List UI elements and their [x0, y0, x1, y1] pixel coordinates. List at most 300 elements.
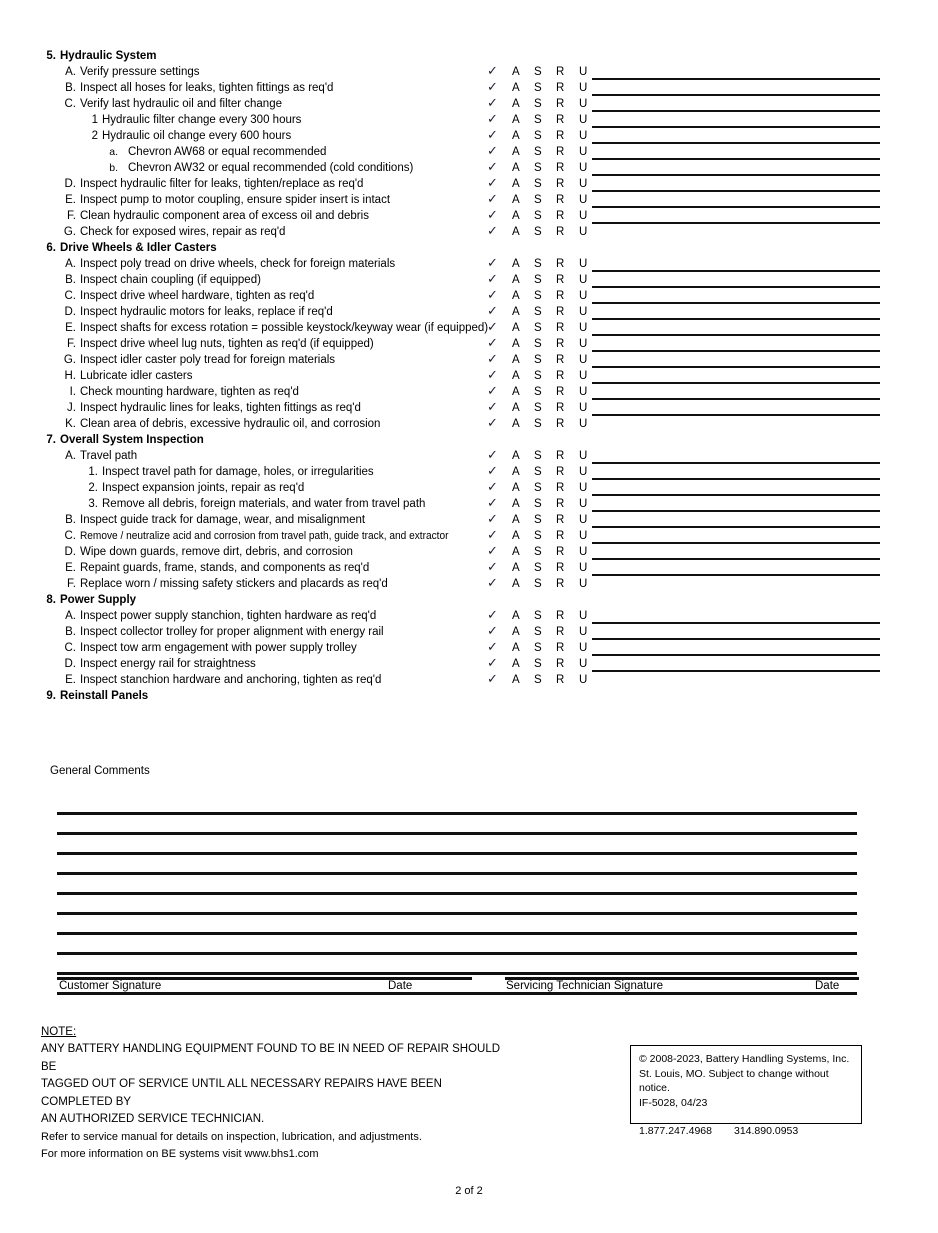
- item-marker: C.: [64, 642, 76, 654]
- grade-option-s[interactable]: S: [534, 162, 542, 174]
- grade-option-u[interactable]: U: [579, 194, 588, 206]
- checkmark-icon[interactable]: ✓: [487, 319, 498, 334]
- grade-option-a[interactable]: A: [512, 306, 520, 318]
- grade-option-r[interactable]: R: [556, 530, 565, 542]
- checkmark-icon[interactable]: ✓: [487, 175, 498, 190]
- grade-option-r[interactable]: R: [556, 370, 565, 382]
- checkmark-icon[interactable]: ✓: [487, 127, 498, 142]
- grade-option-s[interactable]: S: [534, 418, 542, 430]
- grade-option-a[interactable]: A: [512, 226, 520, 238]
- grade-option-u[interactable]: U: [579, 578, 588, 590]
- grade-option-s[interactable]: S: [534, 98, 542, 110]
- checklist-section: [0, 240, 938, 432]
- checklist-item: [0, 384, 938, 400]
- grading-row: [0, 63, 588, 80]
- grade-option-s[interactable]: S: [534, 402, 542, 414]
- grade-option-r[interactable]: R: [556, 642, 565, 654]
- phone-toll-free: 1.877.247.4968: [639, 1125, 712, 1137]
- customer-date-label: Date: [388, 980, 413, 992]
- checkmark-icon[interactable]: ✓: [487, 223, 498, 238]
- grade-option-r[interactable]: R: [556, 130, 565, 142]
- item-marker: D.: [64, 546, 76, 558]
- grade-option-a[interactable]: A: [512, 178, 520, 190]
- general-comments-label: General Comments: [50, 765, 150, 777]
- grade-option-r[interactable]: R: [556, 498, 565, 510]
- checkmark-icon[interactable]: ✓: [487, 335, 498, 350]
- grade-option-r[interactable]: R: [556, 226, 565, 238]
- item-text: Clean area of debris, excessive hydraulic oil, and corrosion: [80, 418, 381, 430]
- grade-option-s[interactable]: S: [534, 114, 542, 126]
- checkmark-icon[interactable]: ✓: [487, 559, 498, 574]
- grade-option-a[interactable]: A: [512, 114, 520, 126]
- grade-option-a[interactable]: A: [512, 418, 520, 430]
- grade-option-s[interactable]: S: [534, 226, 542, 238]
- grade-option-s[interactable]: S: [534, 530, 542, 542]
- checkmark-icon[interactable]: ✓: [487, 415, 498, 430]
- grade-option-u[interactable]: U: [579, 562, 588, 574]
- grade-option-r[interactable]: R: [556, 306, 565, 318]
- grade-option-a[interactable]: A: [512, 322, 520, 334]
- grade-option-a[interactable]: A: [512, 338, 520, 350]
- checkmark-icon[interactable]: ✓: [487, 111, 498, 126]
- grade-option-a[interactable]: A: [512, 482, 520, 494]
- grade-option-s[interactable]: S: [534, 498, 542, 510]
- checkmark-icon[interactable]: ✓: [487, 527, 498, 542]
- checkmark-icon[interactable]: ✓: [487, 479, 498, 494]
- grade-option-s[interactable]: S: [534, 626, 542, 638]
- checklist-item: [0, 128, 938, 144]
- grade-option-s[interactable]: S: [534, 210, 542, 222]
- grade-option-r[interactable]: R: [556, 82, 565, 94]
- section-heading: [0, 688, 938, 704]
- item-marker: A.: [65, 66, 76, 78]
- grade-option-s[interactable]: S: [534, 370, 542, 382]
- item-marker: 2: [91, 130, 98, 142]
- item-marker: D.: [64, 306, 76, 318]
- copyright-line-2: St. Louis, MO. Subject to change without notice.: [639, 1067, 829, 1094]
- grading-row: [0, 543, 588, 560]
- grade-option-r[interactable]: R: [556, 290, 565, 302]
- comment-line[interactable]: [57, 895, 857, 915]
- comment-line[interactable]: [57, 875, 857, 895]
- checkmark-icon[interactable]: ✓: [487, 79, 498, 94]
- checkmark-icon[interactable]: ✓: [487, 447, 498, 462]
- customer-signature-label: Customer Signature: [59, 980, 162, 992]
- copyright-line-1: © 2008-2023, Battery Handling Systems, Inc.: [639, 1053, 850, 1065]
- grade-option-r[interactable]: R: [556, 146, 565, 158]
- grading-row: [0, 447, 588, 464]
- checkmark-icon[interactable]: ✓: [487, 191, 498, 206]
- grading-row: [0, 527, 588, 544]
- grade-option-a[interactable]: A: [512, 674, 520, 686]
- grade-option-s[interactable]: S: [534, 338, 542, 350]
- checkmark-icon[interactable]: ✓: [487, 655, 498, 670]
- grade-option-u[interactable]: U: [579, 210, 588, 222]
- item-text: Inspect power supply stanchion, tighten hardware as req'd: [80, 610, 377, 622]
- grade-option-s[interactable]: S: [534, 514, 542, 526]
- checkmark-icon[interactable]: ✓: [487, 575, 498, 590]
- item-text: Inspect energy rail for straightness: [80, 658, 256, 670]
- comment-line[interactable]: [57, 795, 857, 815]
- checkmark-icon[interactable]: ✓: [487, 623, 498, 638]
- grade-option-r[interactable]: R: [556, 466, 565, 478]
- grade-option-u[interactable]: U: [579, 162, 588, 174]
- grading-row: [0, 495, 588, 512]
- grade-option-r[interactable]: R: [556, 578, 565, 590]
- grade-option-u[interactable]: U: [579, 258, 588, 270]
- checklist-item: [0, 608, 938, 624]
- grading-row: [0, 367, 588, 384]
- checklist-item: [0, 544, 938, 560]
- item-marker: E.: [65, 322, 76, 334]
- grade-option-a[interactable]: A: [512, 194, 520, 206]
- checklist-item: [0, 160, 938, 176]
- checkmark-icon[interactable]: ✓: [487, 367, 498, 382]
- item-text: Inspect collector trolley for proper alignment with energy rail: [80, 626, 384, 638]
- section-title: Reinstall Panels: [60, 690, 149, 702]
- grade-option-s[interactable]: S: [534, 194, 542, 206]
- checklist-item: [0, 208, 938, 224]
- grade-option-a[interactable]: A: [512, 658, 520, 670]
- checklist-item: [0, 496, 938, 512]
- item-marker: a.: [109, 146, 118, 158]
- checkmark-icon[interactable]: ✓: [487, 495, 498, 510]
- item-text: Repaint guards, frame, stands, and components as req'd: [80, 562, 370, 574]
- grade-option-u[interactable]: U: [579, 450, 588, 462]
- grade-option-r[interactable]: R: [556, 354, 565, 366]
- item-text: Inspect hydraulic lines for leaks, tighten fittings as req'd: [80, 402, 361, 414]
- grade-option-s[interactable]: S: [534, 482, 542, 494]
- grade-option-s[interactable]: S: [534, 322, 542, 334]
- checkmark-icon[interactable]: ✓: [487, 63, 498, 78]
- grade-option-u[interactable]: U: [579, 658, 588, 670]
- grade-option-s[interactable]: S: [534, 178, 542, 190]
- grade-option-a[interactable]: A: [512, 610, 520, 622]
- grade-option-r[interactable]: R: [556, 514, 565, 526]
- grading-row: [0, 671, 588, 688]
- grade-option-a[interactable]: A: [512, 642, 520, 654]
- grade-option-u[interactable]: U: [579, 226, 588, 238]
- item-text: Inspect all hoses for leaks, tighten fittings as req'd: [80, 82, 334, 94]
- grade-option-s[interactable]: S: [534, 290, 542, 302]
- grade-option-r[interactable]: R: [556, 258, 565, 270]
- grade-option-u[interactable]: U: [579, 498, 588, 510]
- item-text: Replace worn / missing safety stickers and placards as req'd: [80, 578, 388, 590]
- grade-option-u[interactable]: U: [579, 626, 588, 638]
- checklist-item: [0, 224, 938, 240]
- grade-option-u[interactable]: U: [579, 514, 588, 526]
- checkmark-icon[interactable]: ✓: [487, 399, 498, 414]
- grade-option-r[interactable]: R: [556, 610, 565, 622]
- grade-option-u[interactable]: U: [579, 98, 588, 110]
- grade-option-u[interactable]: U: [579, 178, 588, 190]
- checklist-item: [0, 656, 938, 672]
- grade-option-a[interactable]: A: [512, 450, 520, 462]
- grade-option-a[interactable]: A: [512, 162, 520, 174]
- comment-line[interactable]: [57, 815, 857, 835]
- grade-option-a[interactable]: A: [512, 498, 520, 510]
- grade-option-a[interactable]: A: [512, 514, 520, 526]
- checkmark-icon[interactable]: ✓: [487, 255, 498, 270]
- grade-option-s[interactable]: S: [534, 546, 542, 558]
- grade-option-a[interactable]: A: [512, 258, 520, 270]
- grade-option-r[interactable]: R: [556, 114, 565, 126]
- maintenance-checklist: [0, 48, 938, 704]
- grading-row: [0, 335, 588, 352]
- section-heading: [0, 592, 938, 608]
- checkmark-icon[interactable]: ✓: [487, 207, 498, 222]
- grading-row: [0, 511, 588, 528]
- grade-option-s[interactable]: S: [534, 658, 542, 670]
- item-marker: F.: [67, 210, 76, 222]
- note-caps-text: [41, 1041, 511, 1129]
- checklist-item: [0, 512, 938, 528]
- grade-option-u[interactable]: U: [579, 114, 588, 126]
- checklist-item: [0, 672, 938, 688]
- grade-option-r[interactable]: R: [556, 450, 565, 462]
- comment-line[interactable]: [57, 955, 857, 975]
- item-marker: B.: [65, 82, 76, 94]
- item-text: Inspect travel path for damage, holes, or irregularities: [102, 466, 374, 478]
- item-text: Lubricate idler casters: [80, 370, 193, 382]
- grade-option-u[interactable]: U: [579, 338, 588, 350]
- checkmark-icon[interactable]: ✓: [487, 303, 498, 318]
- grade-option-a[interactable]: A: [512, 290, 520, 302]
- grading-row: [0, 639, 588, 656]
- grade-option-u[interactable]: U: [579, 354, 588, 366]
- note-caps-line: AN AUTHORIZED SERVICE TECHNICIAN.: [41, 1113, 265, 1125]
- checklist-item: [0, 96, 938, 112]
- item-marker: B.: [65, 274, 76, 286]
- checkmark-icon[interactable]: ✓: [487, 287, 498, 302]
- grade-option-s[interactable]: S: [534, 354, 542, 366]
- grade-option-u[interactable]: U: [579, 82, 588, 94]
- checklist-item: [0, 352, 938, 368]
- grade-option-s[interactable]: S: [534, 450, 542, 462]
- item-text: Inspect pump to motor coupling, ensure spider insert is intact: [80, 194, 391, 206]
- grade-option-r[interactable]: R: [556, 402, 565, 414]
- grade-option-u[interactable]: U: [579, 146, 588, 158]
- grade-option-r[interactable]: R: [556, 338, 565, 350]
- comment-line[interactable]: [57, 835, 857, 855]
- grade-option-a[interactable]: A: [512, 98, 520, 110]
- grade-option-s[interactable]: S: [534, 642, 542, 654]
- grade-option-s[interactable]: S: [534, 386, 542, 398]
- grade-option-s[interactable]: S: [534, 258, 542, 270]
- checklist-item: [0, 528, 938, 544]
- grade-option-u[interactable]: U: [579, 418, 588, 430]
- item-text: Inspect drive wheel lug nuts, tighten as req'd (if equipped): [80, 338, 374, 350]
- grade-option-u[interactable]: U: [579, 402, 588, 414]
- grade-option-r[interactable]: R: [556, 562, 565, 574]
- grading-row: [0, 79, 588, 96]
- checklist-section: [0, 432, 938, 592]
- item-text: Remove / neutralize acid and corrosion from travel path, guide track, and extractor: [80, 530, 449, 542]
- grade-option-a[interactable]: A: [512, 530, 520, 542]
- grade-option-u[interactable]: U: [579, 274, 588, 286]
- item-text: Wipe down guards, remove dirt, debris, and corrosion: [80, 546, 353, 558]
- note-title: NOTE:: [41, 1026, 77, 1038]
- grade-option-s[interactable]: S: [534, 146, 542, 158]
- checkmark-icon[interactable]: ✓: [487, 511, 498, 526]
- checklist-item: [0, 256, 938, 272]
- item-text: Inspect chain coupling (if equipped): [80, 274, 261, 286]
- checklist-item: [0, 112, 938, 128]
- grade-option-r[interactable]: R: [556, 274, 565, 286]
- grade-option-a[interactable]: A: [512, 626, 520, 638]
- grade-option-u[interactable]: U: [579, 610, 588, 622]
- checkmark-icon[interactable]: ✓: [487, 639, 498, 654]
- comment-line[interactable]: [57, 915, 857, 935]
- grade-option-s[interactable]: S: [534, 578, 542, 590]
- grade-option-s[interactable]: S: [534, 674, 542, 686]
- checkmark-icon[interactable]: ✓: [487, 143, 498, 158]
- grade-option-r[interactable]: R: [556, 210, 565, 222]
- item-text: Check mounting hardware, tighten as req'd: [80, 386, 299, 398]
- grade-option-a[interactable]: A: [512, 578, 520, 590]
- checklist-item: [0, 624, 938, 640]
- item-marker: G.: [63, 354, 76, 366]
- item-marker: 2.: [88, 482, 98, 494]
- grade-option-a[interactable]: A: [512, 370, 520, 382]
- item-marker: F.: [67, 578, 76, 590]
- grade-option-s[interactable]: S: [534, 306, 542, 318]
- grade-option-u[interactable]: U: [579, 674, 588, 686]
- item-marker: 1.: [88, 466, 98, 478]
- grade-option-a[interactable]: A: [512, 386, 520, 398]
- section-number: 7.: [46, 434, 56, 446]
- item-marker: E.: [65, 674, 76, 686]
- grading-row: [0, 271, 588, 288]
- grade-option-r[interactable]: R: [556, 194, 565, 206]
- grade-option-r[interactable]: R: [556, 386, 565, 398]
- grading-row: [0, 463, 588, 480]
- comment-line[interactable]: [57, 855, 857, 875]
- grade-option-r[interactable]: R: [556, 626, 565, 638]
- checkmark-icon[interactable]: ✓: [487, 543, 498, 558]
- copyright-line-3: IF-5028, 04/23: [639, 1096, 708, 1109]
- grade-option-u[interactable]: U: [579, 306, 588, 318]
- grade-option-u[interactable]: U: [579, 66, 588, 78]
- section-title: Drive Wheels & Idler Casters: [60, 242, 217, 254]
- grade-option-s[interactable]: S: [534, 130, 542, 142]
- item-marker: D.: [64, 658, 76, 670]
- section-heading: [0, 432, 938, 448]
- grading-row: [0, 127, 588, 144]
- grade-option-r[interactable]: R: [556, 178, 565, 190]
- grade-option-u[interactable]: U: [579, 130, 588, 142]
- grade-option-a[interactable]: A: [512, 546, 520, 558]
- copyright-box: [630, 1045, 862, 1137]
- item-text: Inspect idler caster poly tread for foreign materials: [80, 354, 336, 366]
- item-marker: D.: [64, 178, 76, 190]
- general-comments-lines[interactable]: [57, 795, 857, 995]
- item-text: Inspect poly tread on drive wheels, check for foreign materials: [80, 258, 396, 270]
- checklist-item: [0, 560, 938, 576]
- checkmark-icon[interactable]: ✓: [487, 463, 498, 478]
- grade-option-r[interactable]: R: [556, 674, 565, 686]
- grade-option-r[interactable]: R: [556, 418, 565, 430]
- grading-row: [0, 559, 588, 576]
- grade-option-a[interactable]: A: [512, 66, 520, 78]
- grade-option-u[interactable]: U: [579, 482, 588, 494]
- grade-option-r[interactable]: R: [556, 482, 565, 494]
- grade-option-u[interactable]: U: [579, 386, 588, 398]
- checkmark-icon[interactable]: ✓: [487, 271, 498, 286]
- grade-option-u[interactable]: U: [579, 290, 588, 302]
- grade-option-a[interactable]: A: [512, 466, 520, 478]
- checkmark-icon[interactable]: ✓: [487, 383, 498, 398]
- checkmark-icon[interactable]: ✓: [487, 159, 498, 174]
- note-caps-line: ANY BATTERY HANDLING EQUIPMENT FOUND TO BE IN NEED OF REPAIR SHOULD BE: [41, 1043, 501, 1073]
- grade-option-r[interactable]: R: [556, 66, 565, 78]
- item-marker: G.: [63, 226, 76, 238]
- grade-option-s[interactable]: S: [534, 274, 542, 286]
- item-text: Inspect hydraulic filter for leaks, tighten/replace as req'd: [80, 178, 364, 190]
- grade-option-a[interactable]: A: [512, 130, 520, 142]
- grade-option-s[interactable]: S: [534, 66, 542, 78]
- comment-line[interactable]: [57, 935, 857, 955]
- grading-row: [0, 143, 588, 160]
- note-caps-line: TAGGED OUT OF SERVICE UNTIL ALL NECESSARY REPAIRS HAVE BEEN COMPLETED BY: [41, 1078, 442, 1108]
- grade-option-a[interactable]: A: [512, 274, 520, 286]
- checkmark-icon[interactable]: ✓: [487, 351, 498, 366]
- grade-option-s[interactable]: S: [534, 466, 542, 478]
- section-heading: [0, 240, 938, 256]
- grade-option-a[interactable]: A: [512, 210, 520, 222]
- grade-option-s[interactable]: S: [534, 82, 542, 94]
- section-number: 5.: [46, 50, 56, 62]
- grade-option-r[interactable]: R: [556, 162, 565, 174]
- checklist-item: [0, 64, 938, 80]
- grade-option-a[interactable]: A: [512, 146, 520, 158]
- checklist-item: [0, 576, 938, 592]
- item-text: Chevron AW68 or equal recommended: [128, 146, 327, 158]
- grade-option-u[interactable]: U: [579, 322, 588, 334]
- grading-row: [0, 575, 588, 592]
- item-marker: E.: [65, 194, 76, 206]
- checkmark-icon[interactable]: ✓: [487, 607, 498, 622]
- grade-option-u[interactable]: U: [579, 546, 588, 558]
- grade-option-u[interactable]: U: [579, 530, 588, 542]
- item-text: Remove all debris, foreign materials, and water from travel path: [102, 498, 426, 510]
- grade-option-u[interactable]: U: [579, 466, 588, 478]
- grade-option-a[interactable]: A: [512, 82, 520, 94]
- item-text: Inspect shafts for excess rotation = possible keystock/keyway wear (if equipped): [80, 322, 489, 334]
- checklist-item: [0, 400, 938, 416]
- checkmark-icon[interactable]: ✓: [487, 95, 498, 110]
- grade-option-r[interactable]: R: [556, 546, 565, 558]
- grade-option-a[interactable]: A: [512, 562, 520, 574]
- grading-row: [0, 399, 588, 416]
- checklist-item: [0, 336, 938, 352]
- item-text: Inspect stanchion hardware and anchoring, tighten as req'd: [80, 674, 382, 686]
- grade-option-s[interactable]: S: [534, 610, 542, 622]
- grade-option-u[interactable]: U: [579, 642, 588, 654]
- checklist-item: [0, 80, 938, 96]
- item-marker: J.: [67, 402, 76, 414]
- grade-option-r[interactable]: R: [556, 658, 565, 670]
- grade-option-r[interactable]: R: [556, 98, 565, 110]
- grade-option-a[interactable]: A: [512, 402, 520, 414]
- item-text: Inspect drive wheel hardware, tighten as req'd: [80, 290, 315, 302]
- grading-row: [0, 111, 588, 128]
- grade-option-s[interactable]: S: [534, 562, 542, 574]
- checkmark-icon[interactable]: ✓: [487, 671, 498, 686]
- grade-option-u[interactable]: U: [579, 370, 588, 382]
- grade-option-r[interactable]: R: [556, 322, 565, 334]
- grade-option-a[interactable]: A: [512, 354, 520, 366]
